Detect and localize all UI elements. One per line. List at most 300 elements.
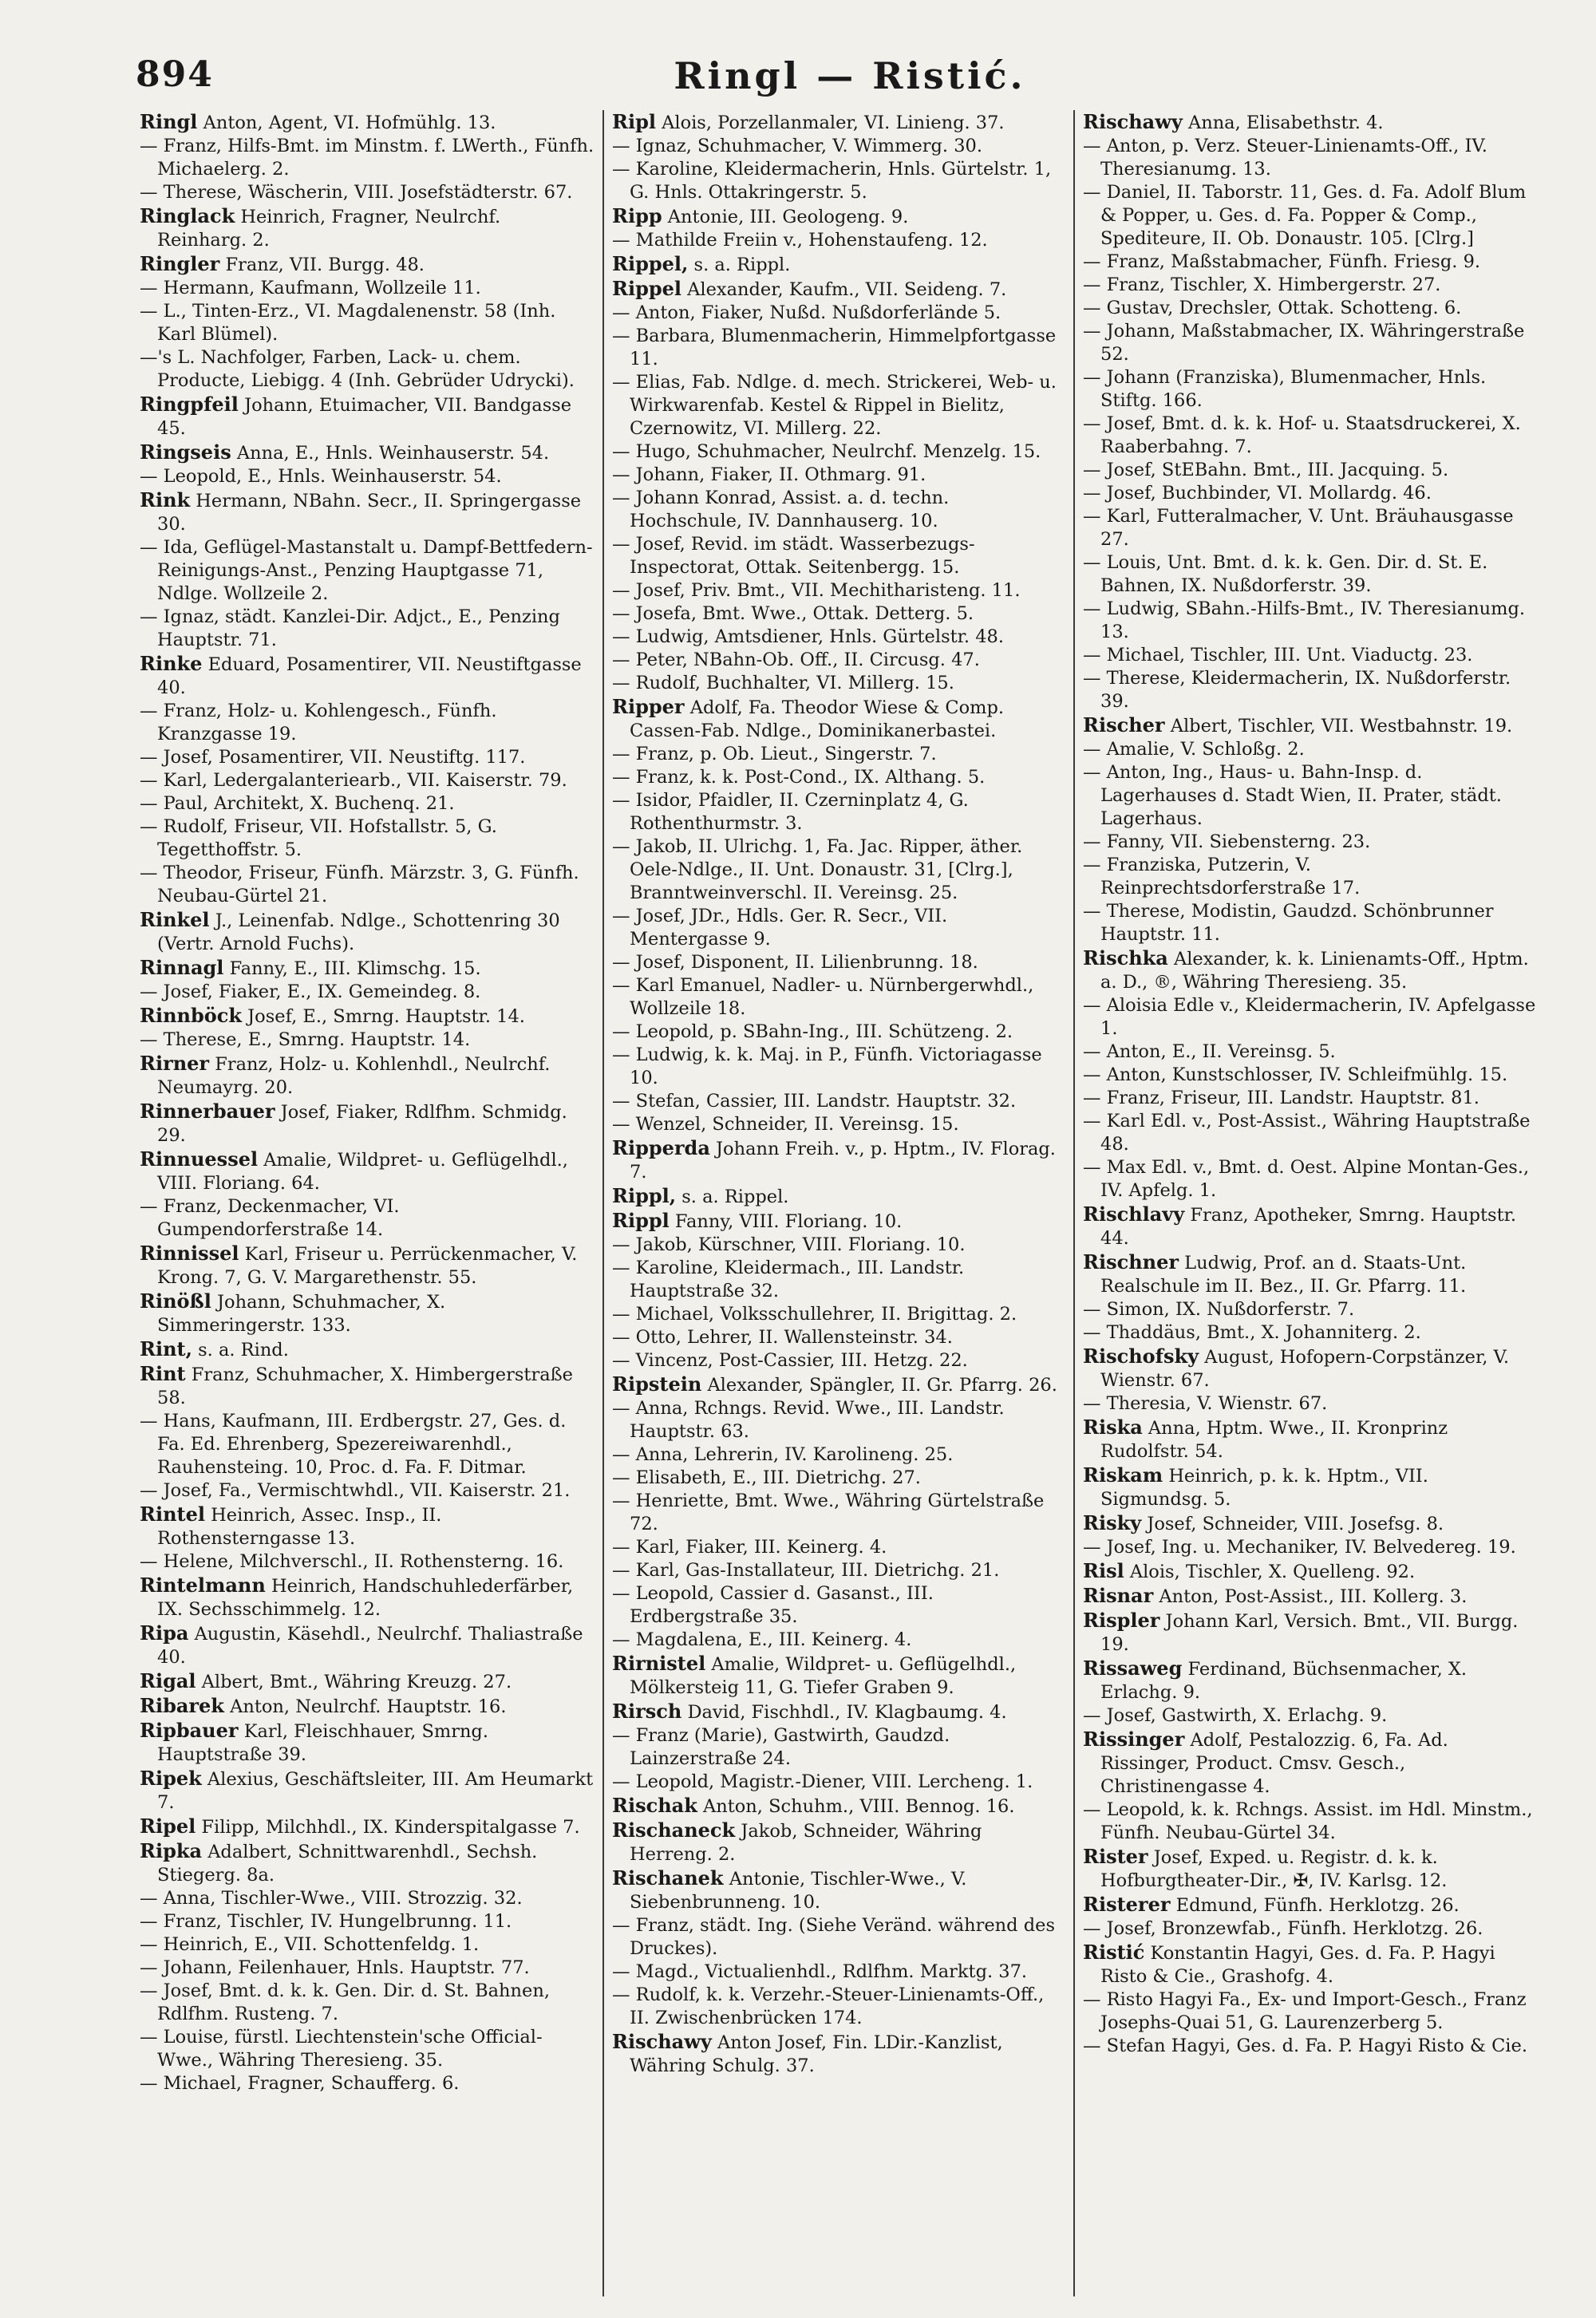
entry-details: — Magdalena, E., III. Keinerg. 4.: [612, 1629, 912, 1650]
entry-details: Augustin, Käsehdl., Neulrchf. Thaliastraße 40.: [157, 1624, 583, 1668]
entry-details: — Aloisia Edle v., Kleidermacherin, IV. Apfelgasse 1.: [1083, 995, 1536, 1039]
directory-entry: [1083, 1463, 1536, 1511]
entry-details: — Louis, Unt. Bmt. d. k. k. Gen. Dir. d. St. E. Bahnen, IX. Nußdorferstr. 39.: [1083, 552, 1488, 596]
directory-entry: [1083, 738, 1536, 761]
entry-details: — Johann, Feilenhauer, Hnls. Hauptstr. 77.: [140, 1957, 530, 1978]
directory-entry: [140, 1195, 595, 1242]
entry-surname: Ripbauer: [140, 1719, 239, 1742]
directory-entry: [140, 1887, 595, 1910]
entry-details: — Johann, Maßstabmacher, IX. Währingerstraße 52.: [1083, 321, 1525, 365]
directory-entry: [140, 536, 595, 606]
entry-details: — Franz, Hilfs-Bmt. im Minstm. f. LWerth., Fünfh. Michaelerg. 2.: [140, 136, 595, 180]
directory-entry: [612, 1652, 1065, 1700]
entry-surname: Rint: [140, 1362, 186, 1385]
directory-entry: [140, 181, 595, 204]
directory-entry: [612, 1349, 1065, 1372]
directory-entry: [1083, 1345, 1536, 1392]
entry-details: — Heinrich, E., VII. Schottenfeldg. 1.: [140, 1934, 480, 1955]
entry-details: Josef, Schneider, VIII. Josefsg. 8.: [1147, 1514, 1444, 1534]
directory-entry: [140, 1815, 595, 1839]
entry-details: J., Leinenfab. Ndlge., Schottenring 30 (Vertr. Arnold Fuchs).: [157, 910, 560, 954]
directory-entry: [612, 1397, 1065, 1443]
entry-details: Alois, Porzellanmaler, VI. Linieng. 37.: [662, 113, 1005, 133]
entry-details: — Anton, Ing., Haus- u. Bahn-Insp. d. Lagerhauses d. Stadt Wien, II. Prater, städt. Lagerhaus.: [1083, 762, 1502, 829]
entry-details: — Theresia, V. Wienstr. 67.: [1083, 1393, 1328, 1414]
directory-entry: [612, 1090, 1065, 1113]
directory-entry: [1083, 1799, 1536, 1845]
entry-details: s. a. Rippl.: [693, 255, 791, 275]
entry-details: — Franz, Tischler, IV. Hungelbrunng. 11.: [140, 1911, 512, 1932]
directory-entry: [140, 908, 595, 956]
entry-details: — Rudolf, Buchhalter, VI. Millerg. 15.: [612, 673, 954, 693]
entry-details: — Michael, Tischler, III. Unt. Viaductg. 23.: [1083, 645, 1473, 665]
entry-details: Karl, Friseur u. Perrückenmacher, V. Krong. 7, G. V. Margarethenstr. 55.: [157, 1244, 578, 1288]
directory-entry: [612, 974, 1065, 1021]
entry-details: — Ida, Geflügel-Mastanstalt u. Dampf-Bettfedern-Reinigungs-Anst., Penzing Hauptgasse 71, Ndlge. Wollzeile 2.: [140, 537, 593, 604]
directory-entry: [1083, 297, 1536, 320]
entry-details: Amalie, Wildpret- u. Geflügelhdl., VIII. Floriang. 64.: [157, 1150, 568, 1194]
directory-entry: [612, 905, 1065, 951]
entry-details: Jakob, Schneider, Währing Herreng. 2.: [630, 1821, 982, 1865]
entry-details: — Simon, IX. Nußdorferstr. 7.: [1083, 1299, 1355, 1320]
entry-details: — Josef, Fa., Vermischtwhdl., VII. Kaiserstr. 21.: [140, 1480, 571, 1501]
directory-entry: [1083, 413, 1536, 459]
directory-entry: [1083, 644, 1536, 667]
directory-entry: [1083, 320, 1536, 366]
entry-surname: Rischofsky: [1083, 1345, 1199, 1368]
directory-entry: [140, 606, 595, 652]
entry-details: — Josef, Gastwirth, X. Erlachg. 9.: [1083, 1705, 1388, 1726]
directory-entry: [140, 746, 595, 769]
entry-details: — Franz, Holz- u. Kohlengesch., Fünfh. Kranzgasse 19.: [140, 701, 497, 744]
directory-entry: [1083, 994, 1536, 1041]
directory-entry: [1083, 854, 1536, 900]
directory-entry: [1083, 1536, 1536, 1559]
entry-details: — Max Edl. v., Bmt. d. Oest. Alpine Montan-Ges., IV. Apfelg. 1.: [1083, 1157, 1530, 1201]
directory-entry: [140, 815, 595, 862]
entry-details: Albert, Tischler, VII. Westbahnstr. 19.: [1170, 716, 1513, 736]
entry-details: — Stefan, Cassier, III. Landstr. Hauptstr. 32.: [612, 1091, 1017, 1112]
entry-details: — Daniel, II. Taborstr. 11, Ges. d. Fa. Adolf Blum & Popper, u. Ges. d. Fa. Popper & Comp., Spediteure, II. Ob. Donaustr. 105. [Clrg.]: [1083, 182, 1527, 249]
directory-entry: [612, 766, 1065, 789]
entry-details: — Anna, Lehrerin, IV. Karolineng. 25.: [612, 1444, 954, 1465]
entry-surname: Rinkel: [140, 908, 210, 931]
directory-entry: [612, 626, 1065, 649]
directory-entry: [140, 792, 595, 815]
directory-entry: [1083, 1704, 1536, 1728]
entry-details: — Gustav, Drechsler, Ottak. Schotteng. 6.: [1083, 298, 1462, 318]
entry-details: Franz, Schuhmacher, X. Himbergerstraße 58.: [157, 1364, 573, 1408]
entry-details: — Karl, Futteralmacher, V. Unt. Bräuhausgasse 27.: [1083, 506, 1514, 550]
directory-entry: [1083, 1064, 1536, 1087]
entry-surname: Rippl: [612, 1209, 670, 1232]
entry-details: Alexander, Spängler, II. Gr. Pfarrg. 26.: [707, 1375, 1057, 1396]
directory-entry: [1083, 1845, 1536, 1893]
directory-entry: [140, 1621, 595, 1669]
entry-surname: Ringl: [140, 110, 198, 133]
entry-surname: Rister: [1083, 1845, 1148, 1868]
entry-surname: Rissaweg: [1083, 1657, 1183, 1680]
directory-entry: [140, 1767, 595, 1815]
entry-details: — Franz, städt. Ing. (Siehe Veränd. während des Druckes).: [612, 1915, 1055, 1959]
entry-details: — Vincenz, Post-Cassier, III. Hetzg. 22.: [612, 1350, 968, 1371]
directory-entry: [140, 1052, 595, 1100]
entry-details: Heinrich, Handschuhlederfärber, IX. Sechsschimmelg. 12.: [157, 1576, 574, 1620]
entry-details: — Franz, Friseur, III. Landstr. Hauptstr. 81.: [1083, 1088, 1479, 1108]
entry-surname: Rinnissel: [140, 1242, 239, 1265]
entry-details: — Johann, Fiaker, II. Othmarg. 91.: [612, 464, 926, 485]
entry-details: — Karl Emanuel, Nadler- u. Nürnbergerwhdl., Wollzeile 18.: [612, 975, 1034, 1019]
directory-entry: [140, 204, 595, 252]
directory-entry: [140, 700, 595, 746]
directory-entry: [612, 1582, 1065, 1629]
directory-entry: [1083, 251, 1536, 274]
entry-surname: Risky: [1083, 1511, 1142, 1534]
entry-details: — Johann (Franziska), Blumenmacher, Hnls. Stiftg. 166.: [1083, 367, 1487, 411]
entry-details: David, Fischhdl., IV. Klagbaumg. 4.: [687, 1702, 1007, 1723]
entry-details: — Rudolf, k. k. Verzehr.-Steuer-Linienamts-Off., II. Zwischenbrücken 174.: [612, 1984, 1045, 2028]
directory-entry: [1083, 459, 1536, 482]
directory-entry: [1083, 1728, 1536, 1799]
entry-details: Anton, Post-Assist., III. Kollerg. 3.: [1159, 1586, 1468, 1607]
directory-entry: [140, 1503, 595, 1550]
entry-details: Eduard, Posamentirer, VII. Neustiftgasse 40.: [157, 654, 582, 698]
page-header: [136, 54, 1564, 110]
directory-entry: [1083, 2035, 1536, 2058]
entry-details: Franz, VII. Burgg. 48.: [225, 255, 425, 275]
directory-entry: [140, 1694, 595, 1719]
directory-entry: [612, 440, 1065, 464]
directory-entry: [612, 1209, 1065, 1234]
directory-entry: [140, 1410, 595, 1479]
entry-details: Antonie, III. Geologeng. 9.: [667, 207, 909, 227]
entry-surname: Rirner: [140, 1052, 210, 1075]
directory-entry: [1083, 366, 1536, 413]
entry-details: — Hans, Kaufmann, III. Erdbergstr. 27, Ges. d. Fa. Ed. Ehrenberg, Spezereiwarenhdl., Rauhensteing. 10, Proc. d. Fa. F. Ditmar.: [140, 1411, 567, 1478]
entry-details: — Josef, JDr., Hdls. Ger. R. Secr., VII. Mentergasse 9.: [612, 906, 948, 950]
directory-entry: [140, 862, 595, 908]
entry-details: Filipp, Milchhdl., IX. Kinderspitalgasse 7.: [201, 1817, 580, 1838]
entry-details: — Jakob, II. Ulrichg. 1, Fa. Jac. Ripper, äther. Oele-Ndlge., II. Unt. Donaustr. 31, [Clrg.], Branntweinverschl. II. Vereinsg. 25.: [612, 836, 1023, 903]
directory-entry: [1083, 598, 1536, 644]
directory-entry: [1083, 1392, 1536, 1416]
directory-entry: [612, 1866, 1065, 1914]
directory-entry: [612, 371, 1065, 440]
directory-entry: [140, 1719, 595, 1767]
entry-details: — Thaddäus, Bmt., X. Johanniterg. 2.: [1083, 1322, 1421, 1343]
entry-details: Anton, Schuhm., VIII. Bennog. 16.: [702, 1796, 1015, 1817]
entry-surname: Rinnböck: [140, 1004, 242, 1027]
directory-entry: [612, 1136, 1065, 1184]
entry-details: — Isidor, Pfaidler, II. Czerninplatz 4, G. Rothenthurmstr. 3.: [612, 790, 969, 834]
entry-details: Anna, Hptm. Wwe., II. Kronprinz Rudolfstr. 54.: [1100, 1418, 1448, 1462]
directory-entry: [140, 1337, 595, 1362]
directory-entry: [1083, 1087, 1536, 1110]
entry-details: Albert, Bmt., Währing Kreuzg. 27.: [201, 1672, 512, 1692]
entry-details: Josef, Fiaker, Rdlfhm. Schmidg. 29.: [157, 1102, 567, 1146]
entry-surname: Ripka: [140, 1839, 203, 1862]
entry-details: — Josef, Posamentirer, VII. Neustiftg. 117.: [140, 747, 526, 768]
entry-details: Anton Josef, Fin. LDir.-Kanzlist, Währing Schulg. 37.: [630, 2032, 1003, 2076]
entry-surname: Ribarek: [140, 1694, 224, 1717]
entry-details: — Paul, Architekt, X. Buchenq. 21.: [140, 793, 455, 814]
directory-entry: [140, 2026, 595, 2072]
directory-entry: [1083, 482, 1536, 505]
entry-details: — Risto Hagyi Fa., Ex- und Import-Gesch., Franz Josephs-Quai 51, G. Laurenzerberg 5.: [1083, 1989, 1527, 2033]
entry-details: — Jakob, Kürschner, VIII. Floriang. 10.: [612, 1234, 966, 1255]
entry-details: — Theodor, Friseur, Fünfh. Märzstr. 3, G. Fünfh. Neubau-Gürtel 21.: [140, 863, 579, 906]
directory-entry: [1083, 274, 1536, 297]
directory-entry: [140, 277, 595, 300]
entry-details: Alexius, Geschäftsleiter, III. Am Heumarkt 7.: [157, 1769, 594, 1813]
entry-details: s. a. Rippel.: [681, 1187, 789, 1207]
directory-entry: [612, 1257, 1065, 1303]
directory-entry: [612, 1536, 1065, 1559]
entry-details: — Michael, Volksschullehrer, II. Brigittag. 2.: [612, 1304, 1017, 1325]
entry-details: Josef, E., Smrng. Hauptstr. 14.: [247, 1006, 525, 1027]
directory-entry: [612, 743, 1065, 766]
entry-surname: Rink: [140, 488, 191, 511]
entry-details: — Peter, NBahn-Ob. Off., II. Circusg. 47.: [612, 650, 980, 670]
directory-entry: [1083, 135, 1536, 181]
entry-details: — Josef, Priv. Bmt., VII. Mechitharisteng. 11.: [612, 580, 1021, 601]
entry-surname: Rinößl: [140, 1289, 211, 1313]
entry-details: Karl, Fleischhauer, Smrng. Hauptstraße 39.: [157, 1721, 488, 1765]
entry-details: — Anton, Fiaker, Nußd. Nußdorferlände 5.: [612, 302, 1001, 323]
entry-details: — Therese, E., Smrng. Hauptstr. 14.: [140, 1029, 471, 1050]
directory-entry: [612, 579, 1065, 602]
entry-details: — Franz, Maßstabmacher, Fünfh. Friesg. 9.: [1083, 251, 1481, 272]
entry-surname: Rinnagl: [140, 956, 224, 979]
directory-entry: [1083, 1988, 1536, 2035]
entry-surname: Ripa: [140, 1621, 189, 1645]
entry-details: Adolf, Pestalozzig. 6, Fa. Ad. Rissinger, Product. Cmsv. Gesch., Christinengasse 4.: [1100, 1730, 1448, 1797]
entry-details: — Fanny, VII. Siebensterng. 23.: [1083, 831, 1371, 852]
entry-details: Franz, Holz- u. Kohlenhdl., Neulrchf. Neumayrg. 20.: [157, 1054, 551, 1098]
entry-surname: Rischak: [612, 1794, 697, 1817]
entry-surname: Ringseis: [140, 440, 231, 464]
directory-entry: [612, 302, 1065, 325]
entry-details: Antonie, Tischler-Wwe., V. Siebenbrunneng. 10.: [630, 1869, 967, 1913]
directory-entry: [1083, 1250, 1536, 1298]
directory-entry: [612, 464, 1065, 487]
entry-details: —'s L. Nachfolger, Farben, Lack- u. chem. Producte, Liebigg. 4 (Inh. Gebrüder Udrycki).: [140, 347, 575, 391]
directory-entry: [1083, 1559, 1536, 1584]
entry-details: Fanny, VIII. Floriang. 10.: [674, 1211, 903, 1232]
entry-details: — Anna, Tischler-Wwe., VIII. Strozzig. 32.: [140, 1888, 523, 1909]
directory-entry: [1083, 1321, 1536, 1345]
entry-details: — Anna, Rchngs. Revid. Wwe., III. Landstr. Hauptstr. 63.: [612, 1398, 1005, 1442]
entry-surname: Ringlack: [140, 204, 235, 227]
directory-entry: [612, 1044, 1065, 1090]
entry-details: — Josef, Bmt. d. k. k. Hof- u. Staatsdruckerei, X. Raaberbahng. 7.: [1083, 413, 1521, 457]
entry-surname: Rinnerbauer: [140, 1100, 275, 1123]
directory-entry: [612, 1724, 1065, 1771]
column-middle: [602, 110, 1073, 2296]
entry-surname: Rippel: [612, 277, 682, 300]
directory-entry: [140, 1029, 595, 1052]
entry-details: — Josef, StEBahn. Bmt., III. Jacquing. 5.: [1083, 460, 1449, 480]
directory-entry: [1083, 1511, 1536, 1536]
entry-details: — Ludwig, SBahn.-Hilfs-Bmt., IV. Theresianumg. 13.: [1083, 598, 1526, 642]
entry-surname: Rippel,: [612, 252, 689, 275]
directory-entry: [612, 533, 1065, 579]
directory-entry: [140, 1574, 595, 1621]
entry-details: Adalbert, Schnittwarenhdl., Sechsh. Stiegerg. 8a.: [157, 1842, 538, 1886]
entry-details: — Michael, Fragner, Schaufferg. 6.: [140, 2073, 460, 2094]
entry-details: — Helene, Milchverschl., II. Rothensterng. 16.: [140, 1551, 564, 1572]
entry-details: — Elias, Fab. Ndlge. d. mech. Strickerei, Web- u. Wirkwarenfab. Kestel & Rippel in Bielitz, Czernowitz, VI. Millerg. 22.: [612, 372, 1057, 439]
directory-entry: [1083, 1609, 1536, 1657]
entry-surname: Rischka: [1083, 946, 1168, 969]
directory-entry: [612, 1303, 1065, 1326]
entry-details: — Leopold, E., Hnls. Weinhauserstr. 54.: [140, 466, 502, 487]
directory-entry: [1083, 1202, 1536, 1250]
directory-entry: [612, 487, 1065, 533]
entry-details: Franz, Apotheker, Smrng. Hauptstr. 44.: [1100, 1205, 1517, 1249]
entry-surname: Ripek: [140, 1767, 202, 1790]
entry-details: — Franz, Deckenmacher, VI. Gumpendorferstraße 14.: [140, 1196, 400, 1240]
entry-details: — Leopold, Cassier d. Gasanst., III. Erdbergstraße 35.: [612, 1583, 934, 1627]
directory-entry: [612, 1984, 1065, 2030]
directory-entry: [612, 1021, 1065, 1044]
directory-entry: [612, 1794, 1065, 1818]
directory-entry: [140, 1550, 595, 1574]
entry-details: — Johann Konrad, Assist. a. d. techn. Hochschule, IV. Dannhauserg. 10.: [612, 488, 950, 531]
directory-entry: [1083, 667, 1536, 713]
directory-entry: [612, 135, 1065, 158]
directory-entry: [140, 1362, 595, 1410]
directory-entry: [140, 346, 595, 393]
entry-details: — Josef, Disponent, II. Lilienbrunng. 18.: [612, 952, 978, 973]
entry-surname: Rigal: [140, 1669, 196, 1692]
entry-surname: Ringpfeil: [140, 393, 239, 416]
entry-details: s. a. Rind.: [198, 1340, 289, 1360]
entry-surname: Ristić: [1083, 1941, 1145, 1964]
entry-details: Johann, Schuhmacher, X. Simmeringerstr. 133.: [157, 1292, 446, 1336]
directory-entry: [612, 1914, 1065, 1961]
directory-entry: [140, 110, 595, 135]
entry-details: — Barbara, Blumenmacherin, Himmelpfortgasse 11.: [612, 326, 1057, 369]
directory-entry: [1083, 1298, 1536, 1321]
directory-entry: [140, 1980, 595, 2026]
directory-entry: [1083, 1941, 1536, 1988]
entry-surname: Rippl,: [612, 1184, 677, 1207]
entry-details: — Josef, Buchbinder, VI. Mollardg. 46.: [1083, 483, 1432, 503]
entry-surname: Risl: [1083, 1559, 1124, 1582]
entry-details: — Franz, Tischler, X. Himbergerstr. 27.: [1083, 274, 1441, 295]
directory-entry: [612, 229, 1065, 252]
entry-details: — Josef, Ing. u. Mechaniker, IV. Belvedereg. 19.: [1083, 1537, 1516, 1558]
entry-details: — Wenzel, Schneider, II. Vereinsg. 15.: [612, 1114, 959, 1135]
directory-entry: [140, 2072, 595, 2095]
directory-entry: [140, 252, 595, 277]
entry-surname: Rintel: [140, 1503, 205, 1526]
directory-entry: [612, 1372, 1065, 1397]
directory-entry: [1083, 181, 1536, 251]
directory-entry: [1083, 1657, 1536, 1704]
entry-details: Heinrich, Fragner, Neulrchf. Reinharg. 2.: [157, 207, 501, 251]
directory-entry: [1083, 1416, 1536, 1463]
directory-entry: [612, 252, 1065, 277]
entry-details: Anton, Neulrchf. Hauptstr. 16.: [230, 1696, 507, 1717]
entry-surname: Rint,: [140, 1337, 192, 1360]
entry-surname: Ripperda: [612, 1136, 710, 1159]
entry-surname: Ringler: [140, 252, 220, 275]
directory-entry: [1083, 1156, 1536, 1202]
entry-surname: Rischawy: [612, 2030, 712, 2053]
entry-surname: Rischanek: [612, 1866, 724, 1890]
directory-entry: [612, 1961, 1065, 1984]
directory-entry: [140, 769, 595, 792]
entry-details: Anton, Agent, VI. Hofmühlg. 13.: [203, 113, 496, 133]
entry-surname: Risnar: [1083, 1584, 1154, 1607]
entry-surname: Rispler: [1083, 1609, 1160, 1632]
entry-surname: Ripstein: [612, 1372, 702, 1396]
entry-surname: Ripl: [612, 110, 656, 133]
entry-details: — Ludwig, k. k. Maj. in P., Fünfh. Victoriagasse 10.: [612, 1044, 1042, 1088]
entry-surname: Riska: [1083, 1416, 1143, 1439]
entry-details: August, Hofopern-Corpstänzer, V. Wienstr. 67.: [1100, 1347, 1509, 1391]
directory-entry: [612, 1113, 1065, 1136]
entry-details: — Therese, Wäscherin, VIII. Josefstädterstr. 67.: [140, 182, 573, 203]
entry-details: Edmund, Fünfh. Herklotzg. 26.: [1175, 1895, 1460, 1916]
directory-entry: [612, 204, 1065, 229]
entry-surname: Rintelmann: [140, 1574, 266, 1597]
entry-surname: Rischawy: [1083, 110, 1183, 133]
entry-details: — Elisabeth, E., III. Dietrichg. 27.: [612, 1467, 921, 1488]
entry-details: Anna, Elisabethstr. 4.: [1187, 113, 1384, 133]
entry-details: Josef, Exped. u. Registr. d. k. k. Hofburgtheater-Dir., ✠, IV. Karlsg. 12.: [1100, 1847, 1448, 1891]
directory-entry: [612, 110, 1065, 135]
directory-entry: [140, 1100, 595, 1147]
directory-entry: [1083, 831, 1536, 854]
entry-surname: Rinke: [140, 652, 203, 675]
entry-details: — Magd., Victualienhdl., Rdlfhm. Marktg. 37.: [612, 1961, 1028, 1982]
directory-columns: [132, 110, 1560, 2296]
directory-entry: [1083, 1584, 1536, 1609]
directory-entry: [612, 1559, 1065, 1582]
directory-entry: [612, 672, 1065, 695]
entry-details: — Stefan Hagyi, Ges. d. Fa. P. Hagyi Risto & Cie.: [1083, 2036, 1527, 2056]
entry-details: — Karl, Ledergalanteriearb., VII. Kaiserstr. 79.: [140, 770, 567, 791]
directory-entry: [140, 1004, 595, 1029]
directory-entry: [140, 1289, 595, 1337]
entry-details: — Leopold, p. SBahn-Ing., III. Schützeng. 2.: [612, 1021, 1013, 1042]
entry-details: — Josef, Bronzewfab., Fünfh. Herklotzg. 26.: [1083, 1918, 1483, 1939]
entry-details: — Anton, p. Verz. Steuer-Linienamts-Off., IV. Theresianumg. 13.: [1083, 136, 1487, 180]
entry-details: — Karoline, Kleidermacherin, Hnls. Gürtelstr. 1, G. Hnls. Ottakringerstr. 5.: [612, 159, 1052, 203]
entry-details: — Amalie, V. Schloßg. 2.: [1083, 739, 1305, 760]
entry-details: Johann Freih. v., p. Hptm., IV. Florag. 7.: [630, 1139, 1056, 1183]
entry-surname: Rischner: [1083, 1250, 1179, 1274]
directory-entry: [612, 277, 1065, 302]
directory-entry: [140, 652, 595, 700]
entry-details: Alexander, k. k. Linienamts-Off., Hptm. a. D., ®, Währing Theresieng. 35.: [1100, 949, 1529, 993]
entry-details: Heinrich, p. k. k. Hptm., VII. Sigmundsg. 5.: [1100, 1466, 1428, 1510]
entry-surname: Rirsch: [612, 1700, 682, 1723]
entry-details: — Therese, Modistin, Gaudzd. Schönbrunner Hauptstr. 11.: [1083, 901, 1494, 945]
directory-entry: [612, 1234, 1065, 1257]
entry-details: Konstantin Hagyi, Ges. d. Fa. P. Hagyi Risto & Cie., Grashofg. 4.: [1100, 1943, 1495, 1987]
directory-entry: [140, 1839, 595, 1887]
entry-surname: Rissinger: [1083, 1728, 1185, 1751]
entry-details: Amalie, Wildpret- u. Geflügelhdl., Mölkersteig 11, G. Tiefer Graben 9.: [630, 1654, 1017, 1698]
directory-entry: [140, 1957, 595, 1980]
entry-surname: Rirnistel: [612, 1652, 706, 1675]
entry-details: Adolf, Fa. Theodor Wiese & Comp. Cassen-Fab. Ndlge., Dominikanerbastei.: [630, 697, 1005, 741]
directory-entry: [612, 835, 1065, 905]
